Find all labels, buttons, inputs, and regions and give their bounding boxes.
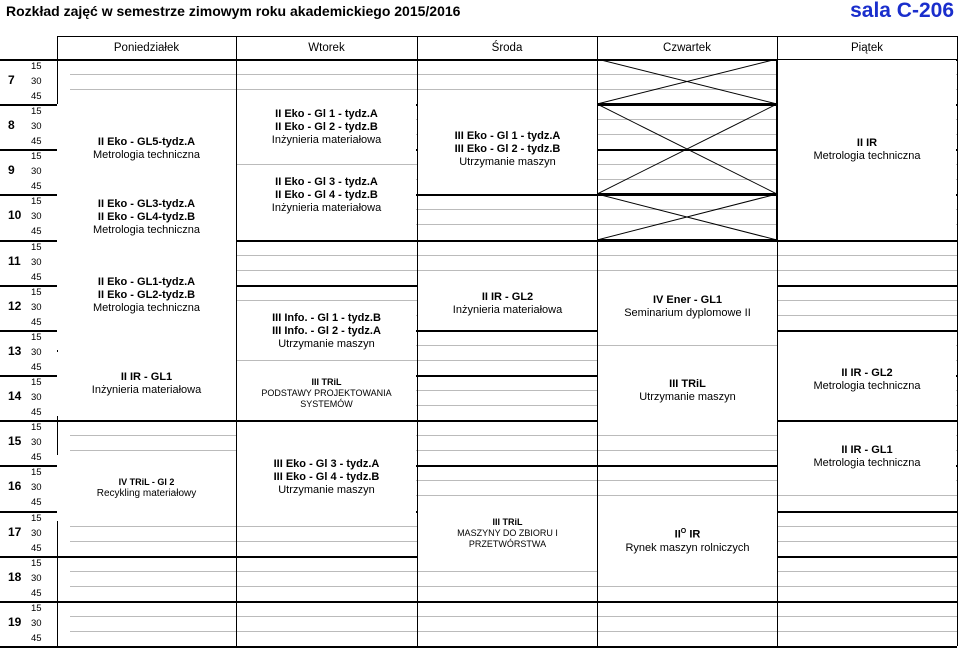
class-group: II Eko - Gl 1 - tydz.A <box>275 108 378 120</box>
hour-label: 14 <box>8 389 22 403</box>
class-group: III Info. - Gl 2 - tydz.A <box>272 324 381 337</box>
minute-label: 15 <box>31 151 42 162</box>
minute-label: 15 <box>31 377 42 388</box>
day-header-tuesday: Wtorek <box>308 42 345 54</box>
hour-label: 8 <box>8 118 15 132</box>
class-block-wed-3[interactable] <box>418 500 597 566</box>
minute-label: 30 <box>31 76 42 87</box>
class-group: III Eko - Gl 2 - tydz.B <box>454 142 561 155</box>
quarter-grid-line <box>70 571 957 572</box>
class-block-tue-1[interactable] <box>237 100 416 155</box>
minute-label: 15 <box>31 467 42 478</box>
minute-label: 15 <box>31 332 42 343</box>
class-subject: MASZYNY DO ZBIORU I <box>457 527 558 538</box>
class-block-fri-2[interactable] <box>778 340 956 420</box>
minute-label: 30 <box>31 528 42 539</box>
class-group: II Eko - GL3-tydz.A <box>97 197 196 210</box>
minute-label: 15 <box>31 558 42 569</box>
unavailable-slots-cross <box>597 59 777 240</box>
class-block-mon-3[interactable] <box>57 240 236 350</box>
room-label: sala C-206 <box>850 0 954 22</box>
day-separator-line <box>957 36 958 646</box>
class-group: III TRiL <box>669 378 706 390</box>
hour-label: 19 <box>8 615 22 629</box>
minute-label: 30 <box>31 347 42 358</box>
minute-label: 30 <box>31 257 42 268</box>
minute-label: 45 <box>31 588 42 599</box>
class-subject: Inżynieria materiałowa <box>271 134 382 146</box>
day-header-wednesday: Środa <box>491 42 523 54</box>
class-group: II Eko - GL1-tydz.A <box>97 275 196 288</box>
minute-label: 15 <box>31 196 42 207</box>
minute-label: 30 <box>31 437 42 448</box>
hour-separator-line <box>0 601 957 603</box>
class-subject: Metrologia techniczna <box>813 457 921 469</box>
class-group: II Eko - Gl 4 - tydz.B <box>275 188 378 201</box>
minute-label: 30 <box>31 573 42 584</box>
class-block-wed-1[interactable] <box>418 104 597 194</box>
minute-label: 15 <box>31 422 42 433</box>
class-block-thu-3[interactable] <box>598 500 777 580</box>
class-group: III Eko - Gl 4 - tydz.B <box>273 470 380 483</box>
class-block-tue-3[interactable] <box>237 304 416 358</box>
class-subject: Recykling materiałowy <box>96 488 197 499</box>
minute-label: 30 <box>31 211 42 222</box>
minute-label: 15 <box>31 242 42 253</box>
class-group: II IR <box>856 137 878 149</box>
class-subject: Metrologia techniczna <box>813 380 921 392</box>
day-header-thursday: Czwartek <box>663 42 711 54</box>
day-header-friday: Piątek <box>851 42 883 54</box>
class-group: II Eko - GL2-tydz.B <box>97 288 196 301</box>
class-group: II IR - GL2 <box>841 367 893 379</box>
minute-label: 30 <box>31 482 42 493</box>
class-block-mon-1[interactable] <box>57 104 236 194</box>
hour-label: 15 <box>8 434 22 448</box>
minute-label: 45 <box>31 452 42 463</box>
hour-separator-line <box>0 646 957 648</box>
class-subject: Metrologia techniczna <box>813 150 921 162</box>
class-subject: Inżynieria materiałowa <box>91 384 202 396</box>
quarter-grid-line <box>70 616 957 617</box>
hour-label: 13 <box>8 344 22 358</box>
class-group: IV TRiL - Gl 2 <box>118 477 175 487</box>
quarter-grid-line <box>70 586 957 587</box>
minute-label: 15 <box>31 603 42 614</box>
minute-label: 45 <box>31 91 42 102</box>
class-group: II IR - GL1 <box>120 371 173 383</box>
class-subject: Utrzymanie maszyn <box>459 155 556 168</box>
class-group: III Eko - Gl 3 - tydz.A <box>273 457 380 470</box>
minute-label: 45 <box>31 272 42 283</box>
class-group: II Eko - GL4-tydz.B <box>97 210 196 223</box>
minute-label: 45 <box>31 543 42 554</box>
class-block-tue-4[interactable] <box>237 373 416 413</box>
minute-label: 45 <box>31 181 42 192</box>
class-block-thu-1[interactable] <box>598 272 777 342</box>
class-block-thu-2[interactable] <box>598 352 777 430</box>
class-subject: PODSTAWY PROJEKTOWANIA <box>261 387 392 398</box>
class-group: II IR - GL1 <box>841 444 893 456</box>
class-block-fri-3[interactable] <box>778 422 956 492</box>
minute-label: 30 <box>31 302 42 313</box>
class-subject: Metrologia techniczna <box>92 223 200 236</box>
class-group: III TRiL <box>492 516 523 527</box>
minute-label: 45 <box>31 497 42 508</box>
class-block-tue-5[interactable] <box>237 432 416 522</box>
hour-label: 10 <box>8 208 22 222</box>
minute-label: 45 <box>31 407 42 418</box>
class-group-field: IR <box>689 528 701 541</box>
class-block-tue-2[interactable] <box>237 165 416 225</box>
class-group-mode: O <box>680 528 687 536</box>
day-header-monday: Poniedziałek <box>113 42 180 54</box>
minute-label: 45 <box>31 362 42 373</box>
class-block-mon-4[interactable] <box>57 352 236 416</box>
hour-label: 17 <box>8 525 22 539</box>
class-group <box>675 525 701 542</box>
class-subject: Rynek maszyn rolniczych <box>625 541 750 554</box>
class-subject: Metrologia techniczna <box>92 149 200 161</box>
minute-label: 30 <box>31 618 42 629</box>
class-subject: Utrzymanie maszyn <box>278 337 375 350</box>
class-subject: SYSTEMÓW <box>300 398 353 409</box>
class-group: III Eko - Gl 1 - tydz.A <box>454 129 561 142</box>
hour-label: 9 <box>8 163 15 177</box>
class-group-year: II <box>674 528 681 541</box>
minute-label: 15 <box>31 287 42 298</box>
class-group: II Eko - GL5-tydz.A <box>97 136 196 148</box>
class-group: II IR - GL2 <box>481 291 534 303</box>
class-subject: Inżynieria materiałowa <box>271 201 382 214</box>
class-block-wed-2[interactable] <box>418 284 597 324</box>
hour-label: 7 <box>8 73 15 87</box>
minute-label: 30 <box>31 166 42 177</box>
minute-label: 30 <box>31 392 42 403</box>
hour-label: 12 <box>8 299 22 313</box>
class-block-fri-1[interactable] <box>778 60 956 240</box>
hour-label: 11 <box>8 254 21 268</box>
class-group: III Info. - Gl 1 - tydz.B <box>272 311 381 324</box>
quarter-grid-line <box>70 631 957 632</box>
page-title: Rozkład zajęć w semestrze zimowym roku akademickiego 2015/2016 <box>6 3 461 19</box>
hour-label: 16 <box>8 479 22 493</box>
hour-label: 18 <box>8 570 22 584</box>
class-block-mon-2[interactable] <box>57 194 236 240</box>
minute-label: 45 <box>31 633 42 644</box>
class-subject: Utrzymanie maszyn <box>639 391 736 403</box>
class-subject: PRZETWÓRSTWA <box>468 538 547 549</box>
minute-label: 15 <box>31 513 42 524</box>
minute-label: 30 <box>31 121 42 132</box>
class-group: IV Ener - GL1 <box>652 294 723 306</box>
minute-label: 15 <box>31 61 42 72</box>
class-group: II Eko - Gl 2 - tydz.B <box>275 121 378 133</box>
class-subject: Seminarium dyplomowe II <box>624 307 751 319</box>
minute-label: 45 <box>31 226 42 237</box>
class-subject: Utrzymanie maszyn <box>278 483 375 496</box>
minute-label: 15 <box>31 106 42 117</box>
class-subject: Inżynieria materiałowa <box>452 304 563 316</box>
class-block-mon-5[interactable] <box>57 455 236 521</box>
class-group: II Eko - Gl 3 - tydz.A <box>275 175 378 188</box>
class-group: III TRiL <box>311 376 342 387</box>
minute-label: 45 <box>31 136 42 147</box>
minute-label: 45 <box>31 317 42 328</box>
class-subject: Metrologia techniczna <box>92 301 200 314</box>
